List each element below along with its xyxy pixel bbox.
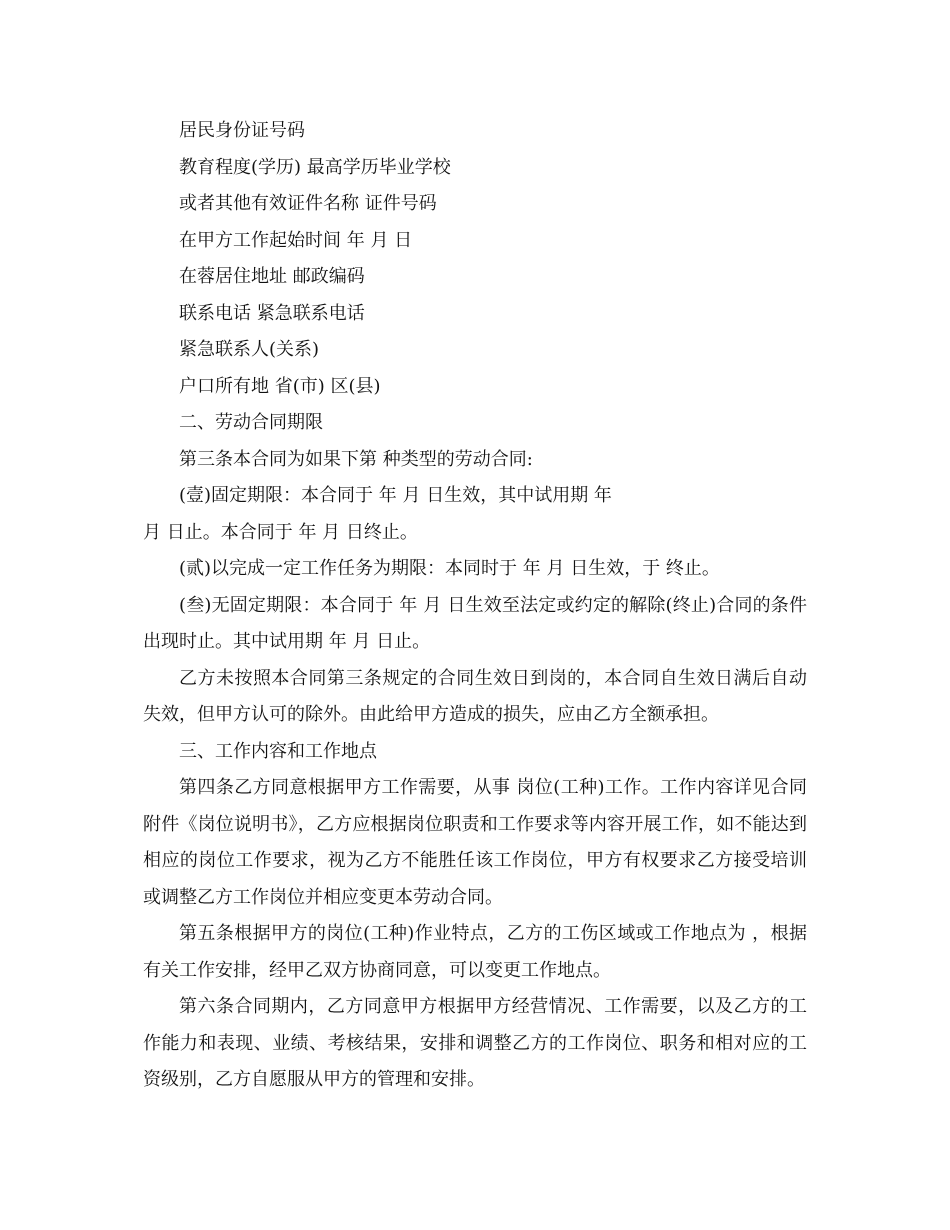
section2-heading: 二、劳动合同期限 xyxy=(179,412,323,433)
task-term-line: (贰)以完成一定工作任务为期限：本同时于 年 月 日生效，于 终止。 xyxy=(179,558,720,579)
phone-line: 联系电话 紧急联系电话 xyxy=(179,302,365,324)
household-registration-line: 户口所有地 省(市) 区(县) xyxy=(179,375,381,397)
article6-paragraph: 第六条合同期内，乙方同意甲方根据甲方经营情况、工作需要，以及乙方的工作能力和表现、业绩、考核结果，安排和调整乙方的工作岗位、职务和相对应的工资级别，乙方自愿服从甲方的管理和安排。 xyxy=(143,996,807,1090)
id-number-line: 居民身份证号码 xyxy=(179,120,305,141)
address-line: 在蓉居住地址 邮政编码 xyxy=(179,266,365,287)
document-body xyxy=(143,113,807,1099)
education-line: 教育程度(学历) 最高学历毕业学校 xyxy=(179,156,451,178)
article3-line: 第三条本合同为如果下第 种类型的劳动合同: xyxy=(179,448,533,470)
section3-heading: 三、工作内容和工作地点 xyxy=(179,740,377,762)
emergency-contact-line: 紧急联系人(关系) xyxy=(179,339,320,360)
start-date-line: 在甲方工作起始时间 年 月 日 xyxy=(179,229,413,251)
article5-paragraph: 第五条根据甲方的岗位(工种)作业特点，乙方的工伤区域或工作地点为 ，根据有关工作安排，经甲乙双方协商同意，可以变更工作地点。 xyxy=(143,923,807,981)
no-show-paragraph: 乙方未按照本合同第三条规定的合同生效日到岗的，本合同自生效日满后自动失效，但甲方认可的除外。由此给甲方造成的损失，应由乙方全额承担。 xyxy=(143,667,807,725)
fixed-term-continuation: 月 日止。本合同于 年 月 日终止。 xyxy=(143,521,418,543)
other-id-line: 或者其他有效证件名称 证件号码 xyxy=(179,193,437,214)
fixed-term-line: (壹)固定期限：本合同于 年 月 日生效，其中试用期 年 xyxy=(179,485,612,506)
open-term-paragraph: (叁)无固定期限：本合同于 年 月 日生效至法定或约定的解除(终止)合同的条件出现时止。其中试用期 年 月 日止。 xyxy=(143,594,807,652)
article4-paragraph: 第四条乙方同意根据甲方工作需要，从事 岗位(工种)工作。工作内容详见合同附件《岗位说明书》，乙方应根据岗位职责和工作要求等内容开展工作，如不能达到相应的岗位工作要求，视为乙方不能胜任该工作岗位，甲方有权要求乙方接受培训或调整乙方工作岗位并相应变更本劳动合同。 xyxy=(143,777,807,908)
